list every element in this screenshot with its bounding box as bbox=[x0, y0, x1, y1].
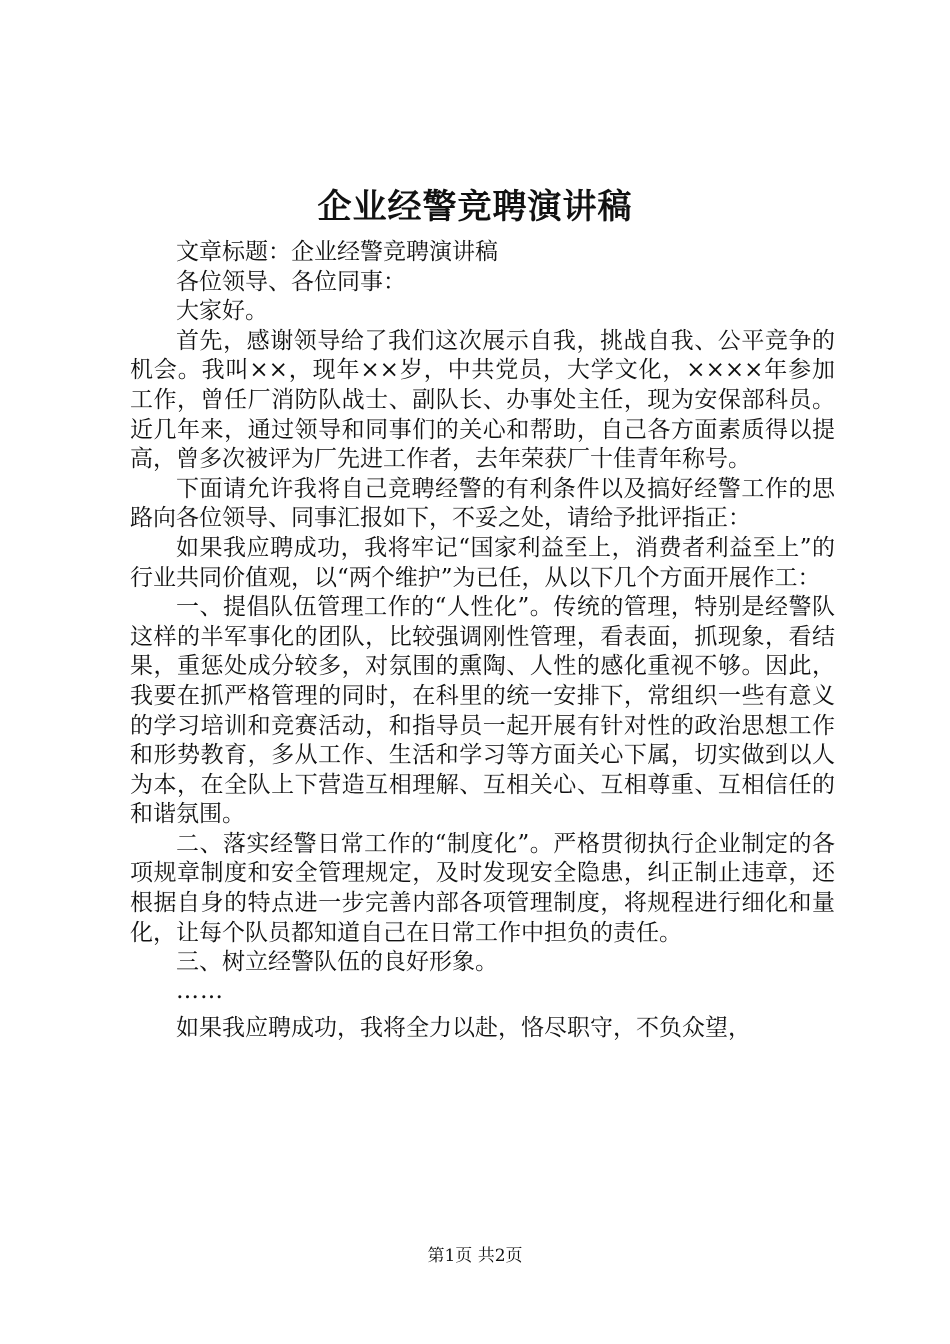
document-title: 企业经警竞聘演讲稿 bbox=[317, 187, 633, 227]
paragraph-transition: 下面请允许我将自己竞聘经警的有利条件以及搞好经警工作的思路向各位领导、同事汇报如下，不妥之处，请给予批评指正： bbox=[130, 475, 835, 532]
salutation: 各位领导、各位同事： bbox=[176, 268, 406, 295]
paragraph-point-three: 三、树立经警队伍的良好形象。 bbox=[176, 949, 498, 976]
document-body bbox=[130, 238, 835, 1043]
ellipsis-line: …… bbox=[176, 977, 224, 1004]
page-number-footer: 第1页 共2页 bbox=[427, 1246, 523, 1266]
paragraph-point-one: 一、提倡队伍管理工作的“人性化”。传统的管理，特别是经警队这样的半军事化的团队，比较强调刚性管理，看表面，抓现象，看结果，重惩处成分较多，对氛围的熏陶、人性的感化重视不够。因此，我要在抓严格管理的同时，在科里的统一安排下，常组织一些有意义的学习培训和竞赛活动，和指导员一起开展有针对性的政治思想工作和形势教育，多从工作、生活和学习等方面关心下属，切实做到以人为本，在全队上下营造互相理解、互相关心、互相尊重、互相信任的和谐氛围。 bbox=[130, 594, 835, 828]
paragraph-point-two: 二、落实经警日常工作的“制度化”。严格贯彻执行企业制定的各项规章制度和安全管理规定，及时发现安全隐患，纠正制止违章，还根据自身的特点进一步完善内部各项管理制度，将规程进行细化和量化，让每个队员都知道自己在日常工作中担负的责任。 bbox=[130, 830, 835, 946]
paragraph-introduction: 首先，感谢领导给了我们这次展示自我，挑战自我、公平竞争的机会。我叫××，现年××岁，中共党员，大学文化，××××年参加工作，曾任厂消防队战士、副队长、办事处主任，现为安保部科员。近几年来，通过领导和同事们的关心和帮助，自己各方面素质得以提高，曾多次被评为厂先进工作者，去年荣获厂十佳青年称号。 bbox=[130, 327, 835, 473]
paragraph-closing: 如果我应聘成功，我将全力以赴，恪尽职守，不负众望， bbox=[176, 1014, 751, 1041]
paragraph-commitment: 如果我应聘成功，我将牢记“国家利益至上，消费者利益至上”的行业共同价值观，以“两个维护”为已任，从以下几个方面开展作工： bbox=[130, 534, 835, 591]
article-title-line: 文章标题：企业经警竞聘演讲稿 bbox=[176, 239, 498, 265]
greeting: 大家好。 bbox=[176, 298, 268, 325]
